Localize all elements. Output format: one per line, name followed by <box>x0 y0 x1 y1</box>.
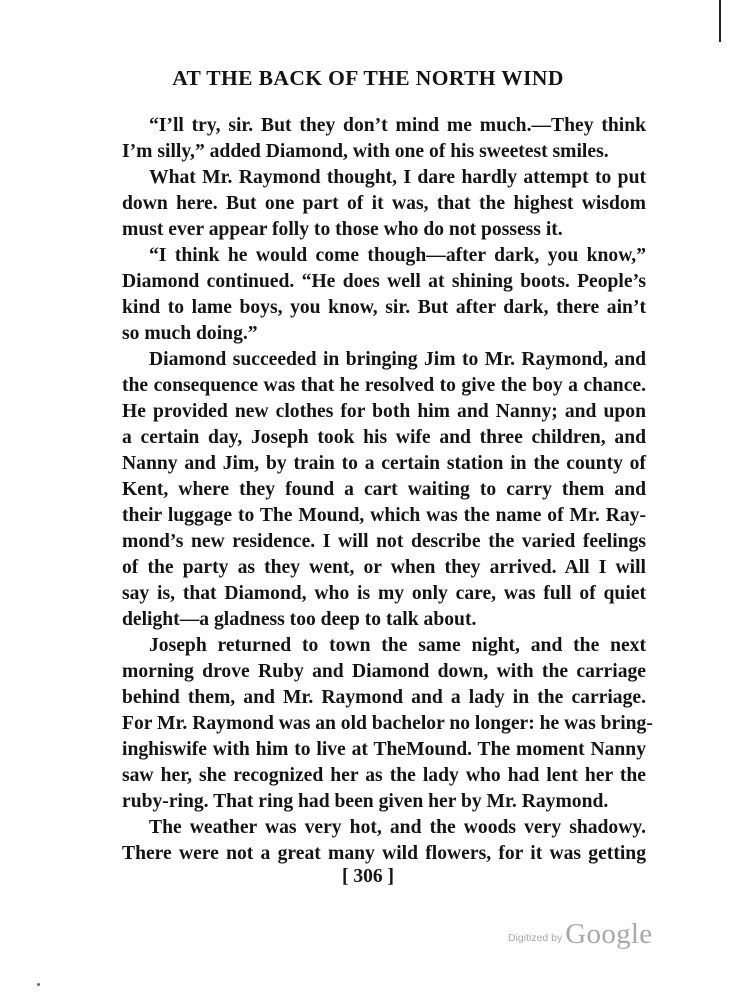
text-line: must ever appear folly to those who do not possess it. <box>122 219 563 240</box>
text-line: Diamond continued. “He does well at shining boots. People’s <box>122 271 646 292</box>
text-line: a certain day, Joseph took his wife and three children, and <box>122 427 646 448</box>
digitized-by-watermark <box>508 918 652 951</box>
text-line: delight—a gladness too deep to talk about. <box>122 609 477 630</box>
text-line: the consequence was that he resolved to give the boy a chance. <box>122 375 646 396</box>
text-line: “I think he would come though—after dark, you know,” <box>149 245 646 266</box>
text-line: kind to lame boys, you know, sir. But after dark, there ain’t <box>122 297 646 318</box>
text-line: What Mr. Raymond thought, I dare hardly attempt to put <box>149 167 646 188</box>
scan-speck <box>37 983 40 986</box>
text-line: saw her, she recognized her as the lady who had lent her the <box>122 765 646 786</box>
text-line: their luggage to The Mound, which was the name of Mr. Ray- <box>122 505 646 526</box>
text-line: ruby-ring. That ring had been given her by Mr. Raymond. <box>122 791 609 812</box>
text-line: Kent, where they found a cart waiting to carry them and <box>122 479 646 500</box>
text-line: morning drove Ruby and Diamond down, with the carriage <box>122 661 646 682</box>
text-line: Nanny and Jim, by train to a certain station in the county of <box>122 453 646 474</box>
text-line: so much doing.” <box>122 323 258 344</box>
text-line: I’m silly,” added Diamond, with one of his sweetest smiles. <box>122 141 609 162</box>
text-line: Joseph returned to town the same night, and the next <box>149 635 646 656</box>
text-line: say is, that Diamond, who is my only care, was full of quiet <box>122 583 646 604</box>
running-head: AT THE BACK OF THE NORTH WIND <box>172 66 564 90</box>
text-line: For Mr. Raymond was an old bachelor no longer: he was bring- <box>122 713 653 734</box>
text-line: The weather was very hot, and the woods very shadowy. <box>149 817 646 838</box>
page-number: [ 306 ] <box>342 866 394 887</box>
text-line: behind them, and Mr. Raymond and a lady in the carriage. <box>122 687 646 708</box>
page-edge-mark <box>719 0 721 42</box>
google-logo: Google <box>565 918 653 950</box>
watermark-prefix: Digitized by <box>508 932 563 944</box>
text-line: of the party as they went, or when they arrived. All I will <box>122 557 646 578</box>
text-line: mond’s new residence. I will not describe the varied feelings <box>122 531 646 552</box>
text-line: There were not a great many wild flowers, for it was getting <box>122 843 646 864</box>
text-line: Diamond succeeded in bringing Jim to Mr. Raymond, and <box>149 349 646 370</box>
text-line: He provided new clothes for both him and Nanny; and upon <box>122 401 646 422</box>
text-line: inghiswife with him to live at TheMound. The moment Nanny <box>122 739 646 760</box>
text-line: down here. But one part of it was, that the highest wisdom <box>122 193 646 214</box>
text-line: “I’ll try, sir. But they don’t mind me much.—They think <box>149 115 646 136</box>
